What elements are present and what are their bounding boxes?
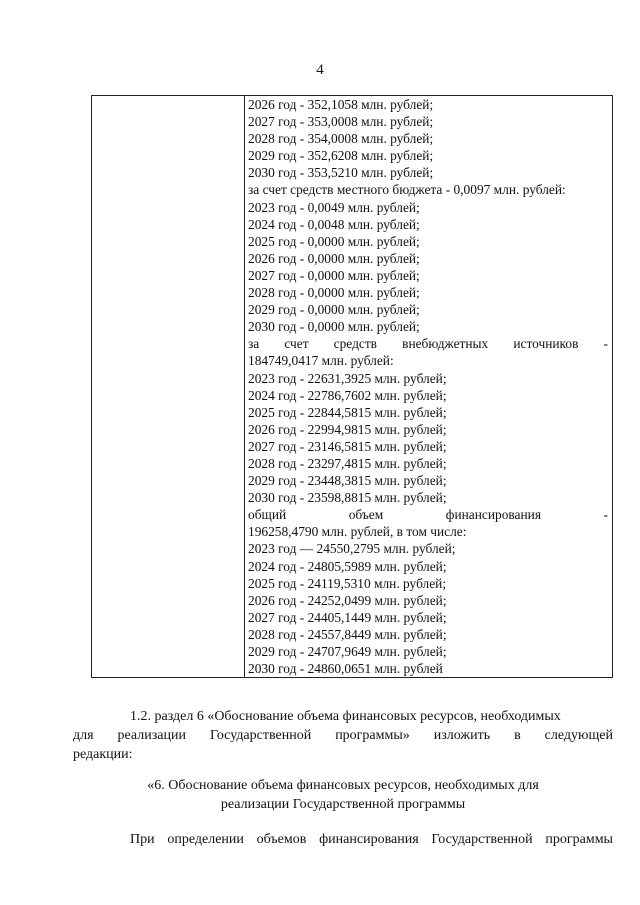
table-line: за счет средств местного бюджета - 0,0097 млн. рублей: [248, 182, 566, 198]
financing-table [91, 95, 613, 678]
table-line: 2029 год - 23448,3815 млн. рублей; [248, 473, 447, 489]
table-left-cell [92, 96, 245, 678]
word: общий [248, 507, 287, 523]
table-line: 2027 год - 23146,5815 млн. рублей; [248, 438, 447, 454]
word: источников [513, 336, 579, 352]
section-heading-line: «6. Обоснование объема финансовых ресурсов, необходимых для [147, 778, 539, 793]
table-line: 2029 год - 352,6208 млн. рублей; [248, 148, 434, 164]
table-line: 2028 год - 354,0008 млн. рублей; [248, 131, 434, 147]
table-line: 2028 год - 23297,4815 млн. рублей; [248, 455, 447, 471]
word: следующей [544, 728, 613, 743]
word: в [514, 728, 521, 743]
table-line: 2024 год - 22786,7602 млн. рублей; [248, 387, 447, 403]
table-line: 2028 год - 0,0000 млн. рублей; [248, 285, 420, 301]
table-line: 2024 год - 24805,5989 млн. рублей; [248, 558, 447, 574]
paragraph-line: 1.2. раздел 6 «Обоснование объема финансовых ресурсов, необходимых [130, 709, 561, 724]
table-line: 196258,4790 млн. рублей, в том числе: [248, 524, 467, 540]
word: - [603, 507, 608, 523]
word: Государственной [431, 832, 533, 847]
table-right-cell [245, 96, 613, 678]
word: внебюджетных [402, 336, 489, 352]
word: Государственной [209, 728, 312, 743]
table-line: 2030 год - 0,0000 млн. рублей; [248, 319, 420, 335]
table-line: 2030 год - 24860,0651 млн. рублей [248, 661, 443, 677]
table-line: 2026 год - 0,0000 млн. рублей; [248, 250, 420, 266]
table-line: 2023 год — 24550,2795 млн. рублей; [248, 541, 456, 557]
table-line: 2029 год - 0,0000 млн. рублей; [248, 302, 420, 318]
word: финансирования [445, 507, 541, 523]
table-line: 2027 год - 0,0000 млн. рублей; [248, 267, 420, 283]
extrabudget-line [245, 335, 612, 352]
table-line: 184749,0417 млн. рублей: [248, 353, 394, 369]
word: - [603, 336, 608, 352]
word: определении [167, 832, 244, 847]
word: объем [348, 507, 384, 523]
table-line: 2030 год - 353,5210 млн. рублей; [248, 165, 434, 181]
table-line: 2026 год - 24252,0499 млн. рублей; [248, 592, 447, 608]
word: за [248, 336, 260, 352]
table-line: 2025 год - 22844,5815 млн. рублей; [248, 404, 447, 420]
table-line: 2024 год - 0,0048 млн. рублей; [248, 216, 420, 232]
table-line: 2029 год - 24707,9649 млн. рублей; [248, 644, 447, 659]
page-number: 4 [316, 62, 324, 78]
word: объемов [256, 832, 307, 847]
table-line: 2028 год - 24557,8449 млн. рублей; [248, 626, 447, 642]
table-line: 2026 год - 22994,9815 млн. рублей; [248, 421, 447, 437]
word: для [73, 728, 94, 743]
word: счет [284, 336, 309, 352]
table-line: 2025 год - 0,0000 млн. рублей; [248, 233, 420, 249]
total-line [245, 506, 612, 523]
paragraph-line: редакции: [73, 747, 133, 762]
paragraph-line-justified [73, 726, 613, 745]
section-heading-line: реализации Государственной программы [220, 797, 466, 812]
table-line: 2030 год - 23598,8815 млн. рублей; [248, 490, 447, 506]
table-line: 2025 год - 24119,5310 млн. рублей; [248, 575, 447, 591]
paragraph-line-justified [130, 830, 613, 849]
word: финансирования [319, 832, 419, 847]
word: изложить [433, 728, 491, 743]
word: реализации [117, 728, 186, 743]
word: программы [545, 832, 613, 847]
table-line: 2026 год - 352,1058 млн. рублей; [248, 97, 434, 112]
table-line: 2027 год - 353,0008 млн. рублей; [248, 114, 434, 130]
word: средств [333, 336, 378, 352]
word: При [130, 832, 155, 847]
table-line: 2027 год - 24405,1449 млн. рублей; [248, 609, 447, 625]
table-line: 2023 год - 22631,3925 млн. рублей; [248, 370, 447, 386]
word: программы» [335, 728, 410, 743]
table-line: 2023 год - 0,0049 млн. рублей; [248, 199, 420, 215]
